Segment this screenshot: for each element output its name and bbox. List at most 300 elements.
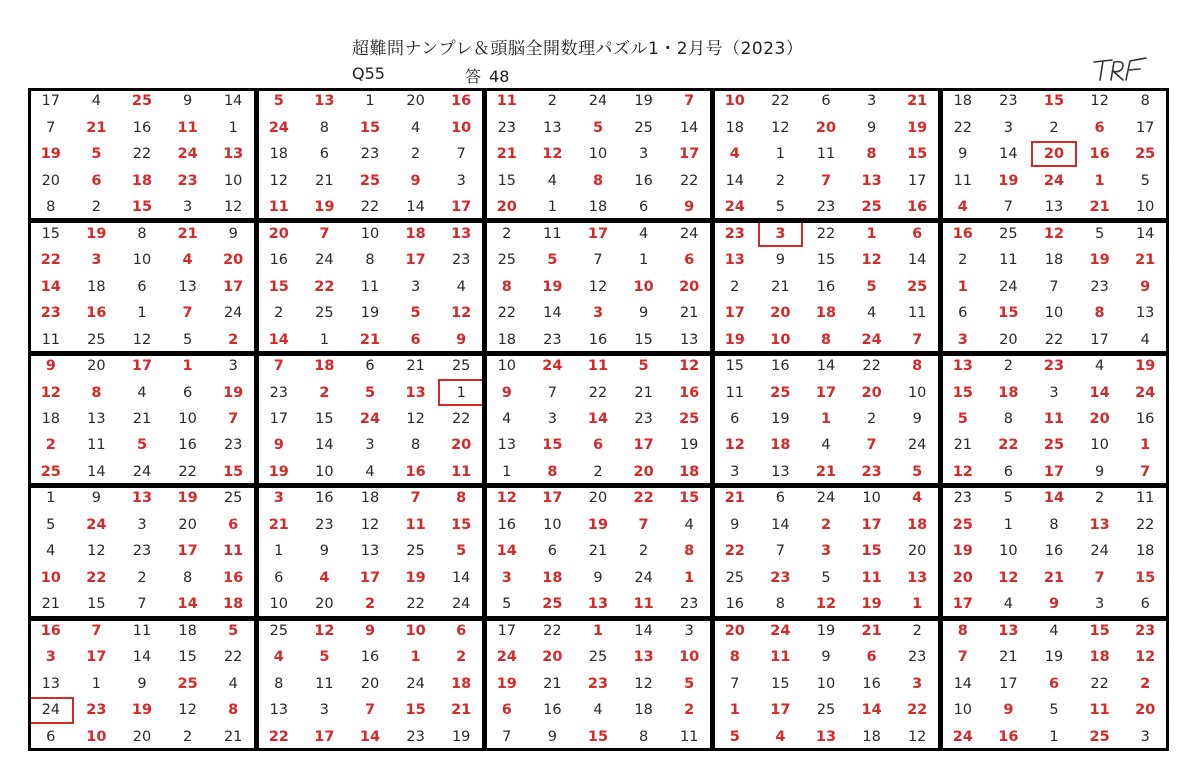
- grid-cell: 4: [638, 225, 649, 242]
- grid-cell: 2: [1003, 358, 1013, 375]
- grid-cell: 8: [91, 384, 102, 401]
- grid-cell: 23: [451, 252, 471, 269]
- grid-cell: 13: [771, 463, 790, 480]
- grid-cell: 24: [724, 199, 745, 216]
- grid-cell: 12: [588, 278, 608, 295]
- grid-cell: 2: [1049, 119, 1059, 136]
- grid-cell: 12: [451, 305, 472, 322]
- grid-cell: 19: [587, 516, 609, 533]
- grid-cell: 23: [999, 93, 1018, 110]
- grid-cell: 25: [588, 649, 608, 666]
- grid-cell: 22: [862, 358, 881, 375]
- grid-cell: 21: [1089, 199, 1110, 216]
- grid-cell: 6: [46, 728, 56, 745]
- grid-cell: 17: [497, 622, 517, 639]
- grid-cell: 10: [953, 702, 973, 719]
- grid-cell: 17: [952, 596, 973, 613]
- grid-cell: 25: [87, 331, 106, 348]
- grid-cell: 4: [821, 437, 831, 454]
- grid-cell: 11: [87, 437, 106, 454]
- grid-cell: 17: [1090, 331, 1109, 348]
- block-border: [712, 88, 941, 221]
- question-number: Q55: [352, 64, 385, 83]
- grid-cell: 5: [410, 305, 421, 322]
- grid-cell: 17: [907, 172, 927, 189]
- grid-cell: 14: [451, 569, 471, 586]
- grid-cell: 21: [771, 278, 790, 295]
- grid-cell: 8: [137, 225, 147, 242]
- block-border: [712, 485, 941, 618]
- grid-cell: 7: [1049, 278, 1059, 295]
- grid-cell: 8: [456, 490, 467, 507]
- block-border: [484, 353, 713, 486]
- grid-cell: 23: [177, 172, 198, 189]
- block-border: [256, 353, 485, 486]
- block-border: [256, 88, 485, 221]
- grid-cell: 3: [866, 93, 877, 110]
- grid-cell: 5: [547, 252, 558, 269]
- grid-cell: 12: [87, 543, 106, 560]
- grid-cell: 9: [228, 225, 238, 242]
- grid-cell: 18: [451, 675, 472, 692]
- grid-cell: 9: [456, 331, 467, 348]
- grid-cell: 2: [1140, 675, 1151, 692]
- grid-cell: 5: [273, 93, 284, 110]
- block-border: [256, 220, 485, 353]
- grid-cell: 3: [1140, 728, 1150, 745]
- grid-cell: 14: [40, 278, 61, 295]
- grid-cell: 2: [866, 410, 877, 427]
- grid-cell: 22: [679, 172, 699, 189]
- grid-cell: 15: [405, 702, 426, 719]
- grid-cell: 10: [315, 463, 334, 480]
- grid-cell: 11: [132, 622, 152, 639]
- grid-cell: 13: [451, 225, 472, 242]
- grid-cell: 20: [41, 172, 61, 189]
- grid-cell: 12: [1135, 649, 1156, 666]
- grid-cell: 22: [406, 596, 425, 613]
- grid-cell: 8: [820, 331, 832, 348]
- grid-cell: 1: [228, 119, 238, 136]
- grid-cell: 5: [319, 649, 330, 666]
- grid-cell: 16: [315, 490, 334, 507]
- grid-cell: 25: [406, 543, 425, 560]
- grid-cell: 12: [223, 199, 243, 216]
- grid-cell: 9: [638, 305, 649, 322]
- grid-cell: 23: [1043, 358, 1065, 375]
- grid-cell: 3: [45, 649, 56, 666]
- grid-cell: 14: [87, 463, 106, 480]
- grid-cell: 19: [314, 199, 335, 216]
- grid-cell: 13: [861, 172, 882, 189]
- grid-cell: 4: [547, 172, 557, 189]
- grid-cell: 15: [816, 252, 836, 269]
- block-border: [28, 220, 257, 353]
- grid-cell: 4: [182, 252, 193, 269]
- grid-cell: 6: [638, 199, 649, 216]
- grid-cell: 8: [46, 199, 56, 216]
- grid-cell: 11: [451, 463, 472, 480]
- grid-cell: 25: [634, 119, 653, 136]
- grid-cell: 19: [907, 119, 928, 136]
- grid-cell: 25: [177, 675, 198, 692]
- grid-cell: 16: [588, 331, 608, 348]
- grid-cell: 17: [451, 199, 472, 216]
- grid-cell: 17: [223, 278, 244, 295]
- grid-cell: 25: [861, 199, 882, 216]
- grid-cell: 9: [364, 622, 376, 639]
- grid-cell: 14: [496, 543, 517, 560]
- grid-cell: 18: [588, 199, 608, 216]
- grid-cell: 15: [497, 172, 517, 189]
- grid-cell: 25: [40, 463, 61, 480]
- grid-cell: 22: [314, 278, 335, 295]
- grid-cell: 4: [684, 516, 694, 533]
- grid-cell: 10: [178, 410, 197, 427]
- grid-cell: 22: [132, 146, 152, 163]
- grid-cell: 23: [724, 225, 745, 242]
- grid-cell: 10: [907, 384, 927, 401]
- grid-cell: 10: [1090, 437, 1109, 454]
- grid-cell: 4: [866, 305, 877, 322]
- grid-cell: 2: [410, 146, 421, 163]
- grid-cell: 25: [359, 172, 381, 189]
- grid-cell: 3: [730, 463, 740, 480]
- grid-cell: 16: [132, 119, 152, 136]
- grid-cell: 23: [406, 728, 425, 745]
- grid-cell: 18: [314, 358, 335, 375]
- grid-cell: 14: [543, 305, 562, 322]
- grid-cell: 5: [502, 596, 512, 613]
- grid-cell: 4: [46, 543, 56, 560]
- grid-cell: 2: [912, 622, 922, 639]
- grid-cell: 4: [502, 410, 512, 427]
- grid-cell: 15: [1043, 93, 1065, 110]
- grid-cell: 6: [592, 437, 604, 454]
- grid-cell: 14: [907, 252, 927, 269]
- grid-cell: 22: [497, 305, 517, 322]
- grid-cell: 15: [907, 146, 928, 163]
- grid-cell: 17: [861, 516, 882, 533]
- grid-cell: 24: [496, 649, 517, 666]
- grid-cell: 16: [862, 675, 881, 692]
- grid-cell: 21: [679, 305, 699, 322]
- grid-cell: 15: [587, 728, 609, 745]
- grid-cell: 2: [502, 225, 512, 242]
- grid-cell: 11: [1043, 410, 1065, 427]
- grid-cell: 14: [771, 516, 790, 533]
- handwritten-signature: [1090, 54, 1150, 84]
- grid-cell: 19: [634, 93, 653, 110]
- grid-cell: 11: [315, 675, 334, 692]
- grid-cell: 24: [1135, 384, 1156, 401]
- grid-cell: 23: [497, 119, 517, 136]
- grid-cell: 20: [406, 93, 425, 110]
- grid-cell: 16: [405, 463, 426, 480]
- answer-label: 答: [465, 67, 482, 86]
- grid-cell: 1: [182, 358, 193, 375]
- grid-cell: 24: [132, 463, 152, 480]
- grid-cell: 17: [314, 728, 335, 745]
- grid-cell: 11: [633, 596, 654, 613]
- grid-cell: 20: [952, 569, 973, 586]
- grid-cell: 7: [182, 305, 193, 322]
- grid-cell: 7: [820, 172, 832, 189]
- grid-cell: 4: [1140, 331, 1150, 348]
- grid-cell: 20: [770, 305, 791, 322]
- block-border: [484, 220, 713, 353]
- grid-cell: 13: [952, 358, 973, 375]
- block-border: [940, 618, 1169, 751]
- grid-cell: 24: [359, 410, 381, 427]
- block-border: [940, 88, 1169, 221]
- grid-cell: 24: [177, 146, 198, 163]
- grid-cell: 11: [1089, 702, 1110, 719]
- grid-cell: 25: [269, 622, 289, 639]
- grid-cell: 18: [269, 146, 289, 163]
- grid-cell: 10: [223, 172, 243, 189]
- grid-cell: 1: [46, 490, 56, 507]
- grid-cell: 22: [816, 225, 836, 242]
- grid-cell: 9: [182, 93, 193, 110]
- grid-cell: 22: [998, 437, 1019, 454]
- grid-cell: 9: [45, 358, 56, 375]
- grid-cell: 13: [587, 596, 609, 613]
- grid-cell: 20: [223, 252, 244, 269]
- grid-cell: 14: [816, 358, 836, 375]
- grid-cell: 12: [132, 331, 152, 348]
- grid-cell: 24: [268, 119, 289, 136]
- grid-cell: 11: [725, 384, 745, 401]
- grid-cell: 21: [1135, 252, 1156, 269]
- grid-cell: 13: [815, 728, 837, 745]
- grid-cell: 1: [775, 146, 785, 163]
- grid-cell: 9: [958, 146, 968, 163]
- grid-cell: 24: [634, 569, 653, 586]
- grid-cell: 1: [866, 225, 877, 242]
- grid-cell: 15: [725, 358, 745, 375]
- grid-cell: 3: [1003, 119, 1013, 136]
- grid-cell: 17: [770, 702, 791, 719]
- grid-cell: 21: [223, 728, 243, 745]
- grid-cell: 12: [1090, 93, 1109, 110]
- grid-cell: 20: [633, 463, 654, 480]
- grid-cell: 4: [319, 569, 330, 586]
- grid-cell: 24: [1043, 172, 1065, 189]
- grid-cell: 11: [496, 93, 517, 110]
- grid-cell: 5: [1049, 702, 1059, 719]
- grid-cell: 23: [223, 437, 243, 454]
- grid-cell: 7: [502, 728, 512, 745]
- grid-cell: 19: [86, 225, 107, 242]
- grid-cell: 23: [132, 543, 152, 560]
- grid-cell: 14: [177, 596, 198, 613]
- grid-cell: 20: [87, 358, 106, 375]
- grid-cell: 24: [86, 516, 107, 533]
- grid-cell: 24: [223, 305, 243, 322]
- grid-cell: 17: [542, 490, 563, 507]
- grid-cell: 5: [912, 463, 923, 480]
- grid-cell: 15: [451, 516, 472, 533]
- grid-cell: 3: [592, 305, 604, 322]
- grid-cell: 4: [1049, 622, 1059, 639]
- grid-cell: 13: [724, 252, 745, 269]
- grid-cell: 2: [684, 702, 695, 719]
- grid-cell: 17: [724, 305, 745, 322]
- grid-cell: 18: [405, 225, 426, 242]
- grid-cell: 22: [451, 410, 471, 427]
- grid-cell: 6: [182, 384, 193, 401]
- grid-cell: 10: [40, 569, 61, 586]
- grid-cell: 17: [1043, 463, 1065, 480]
- grid-cell: 7: [1094, 569, 1105, 586]
- grid-cell: 1: [729, 702, 740, 719]
- grid-cell: 18: [131, 172, 153, 189]
- grid-cell: 9: [137, 675, 147, 692]
- grid-cell: 3: [1049, 384, 1059, 401]
- grid-cell: 12: [314, 622, 335, 639]
- grid-cell: 12: [679, 358, 700, 375]
- grid-cell: 6: [1140, 596, 1150, 613]
- grid-cell: 21: [406, 358, 425, 375]
- grid-cell: 4: [365, 463, 375, 480]
- grid-cell: 14: [861, 702, 882, 719]
- grid-cell: 10: [862, 490, 881, 507]
- grid-cell: 6: [91, 172, 102, 189]
- grid-cell: 20: [451, 437, 472, 454]
- grid-cell: 24: [315, 252, 334, 269]
- grid-cell: 5: [592, 119, 604, 136]
- grid-cell: 23: [907, 649, 927, 666]
- grid-cell: 1: [1003, 516, 1013, 533]
- grid-cell: 7: [547, 384, 557, 401]
- grid-cell: 11: [223, 543, 244, 560]
- grid-cell: 1: [274, 543, 284, 560]
- grid-cell: 19: [1089, 252, 1110, 269]
- block-border: [940, 485, 1169, 618]
- grid-cell: 10: [770, 331, 791, 348]
- grid-cell: 11: [770, 649, 791, 666]
- grid-cell: 15: [998, 305, 1019, 322]
- grid-cell: 23: [816, 199, 836, 216]
- grid-cell: 24: [679, 225, 699, 242]
- grid-cell: 14: [1135, 225, 1155, 242]
- grid-cell: 25: [315, 305, 334, 322]
- grid-cell: 11: [360, 278, 380, 295]
- grid-cell: 9: [775, 252, 785, 269]
- grid-cell: 6: [319, 146, 329, 163]
- grid-cell: 16: [771, 358, 790, 375]
- grid-cell: 8: [410, 437, 421, 454]
- grid-cell: 11: [907, 305, 927, 322]
- grid-cell: 24: [542, 358, 563, 375]
- grid-cell: 6: [365, 358, 375, 375]
- grid-cell: 3: [365, 437, 375, 454]
- block-border: [712, 220, 941, 353]
- grid-cell: 7: [273, 358, 284, 375]
- grid-cell: 11: [1135, 490, 1155, 507]
- grid-cell: 6: [730, 410, 740, 427]
- block-border: [256, 618, 485, 751]
- grid-cell: 7: [593, 252, 603, 269]
- grid-cell: 19: [405, 569, 426, 586]
- grid-cell: 3: [456, 172, 466, 189]
- grid-cell: 8: [866, 146, 877, 163]
- grid-cell: 17: [177, 543, 198, 560]
- grid-cell: 12: [861, 252, 882, 269]
- grid-cell: 18: [360, 490, 380, 507]
- grid-cell: 8: [684, 543, 695, 560]
- grid-cell: 6: [228, 516, 239, 533]
- grid-cell: 22: [907, 702, 928, 719]
- grid-cell: 3: [137, 516, 147, 533]
- grid-cell: 5: [136, 437, 148, 454]
- grid-cell: 20: [360, 675, 380, 692]
- grid-cell: 4: [410, 119, 421, 136]
- grid-cell: 2: [45, 437, 56, 454]
- grid-cell: 24: [861, 331, 882, 348]
- grid-cell: 5: [684, 675, 695, 692]
- grid-cell: 3: [912, 675, 923, 692]
- grid-cell: 15: [223, 463, 244, 480]
- grid-cell: 4: [228, 675, 238, 692]
- grid-cell: 1: [638, 252, 649, 269]
- grid-cell: 21: [999, 649, 1018, 666]
- grid-cell: 12: [542, 146, 563, 163]
- grid-cell: 23: [953, 490, 973, 507]
- grid-cell: 6: [912, 225, 923, 242]
- grid-cell: 14: [315, 437, 334, 454]
- grid-cell: 2: [958, 252, 968, 269]
- grid-cell: 6: [821, 93, 831, 110]
- grid-cell: 10: [360, 225, 380, 242]
- grid-cell: 18: [223, 596, 244, 613]
- grid-cell: 9: [547, 728, 557, 745]
- grid-cell: 24: [588, 93, 608, 110]
- grid-cell: 12: [406, 410, 425, 427]
- grid-cell: 18: [178, 622, 197, 639]
- grid-cell: 24: [816, 490, 836, 507]
- grid-cell: 3: [319, 702, 329, 719]
- grid-cell: 13: [679, 331, 699, 348]
- grid-cell: 12: [724, 437, 745, 454]
- grid-cell: 15: [359, 119, 381, 136]
- grid-cell: 14: [953, 675, 973, 692]
- grid-cell: 1: [957, 278, 968, 295]
- grid-cell: 19: [679, 437, 699, 454]
- grid-cell: 22: [40, 252, 61, 269]
- grid-cell: 25: [451, 358, 471, 375]
- grid-cell: 15: [952, 384, 973, 401]
- grid-cell: 15: [315, 410, 334, 427]
- grid-cell: 7: [364, 702, 376, 719]
- grid-cell: 16: [634, 172, 653, 189]
- grid-cell: 1: [1094, 172, 1105, 189]
- grid-cell: 18: [542, 569, 563, 586]
- grid-cell: 8: [228, 702, 239, 719]
- grid-cell: 5: [456, 543, 467, 560]
- grid-cell: 5: [866, 278, 877, 295]
- grid-cell: 18: [953, 93, 973, 110]
- grid-cell: 12: [496, 490, 517, 507]
- grid-cell: 12: [952, 463, 973, 480]
- grid-cell: 15: [87, 596, 106, 613]
- grid-cell: 12: [771, 119, 790, 136]
- grid-cell: 19: [998, 172, 1019, 189]
- grid-cell: 10: [497, 358, 517, 375]
- grid-cell: 25: [725, 569, 745, 586]
- grid-cell: 22: [268, 728, 289, 745]
